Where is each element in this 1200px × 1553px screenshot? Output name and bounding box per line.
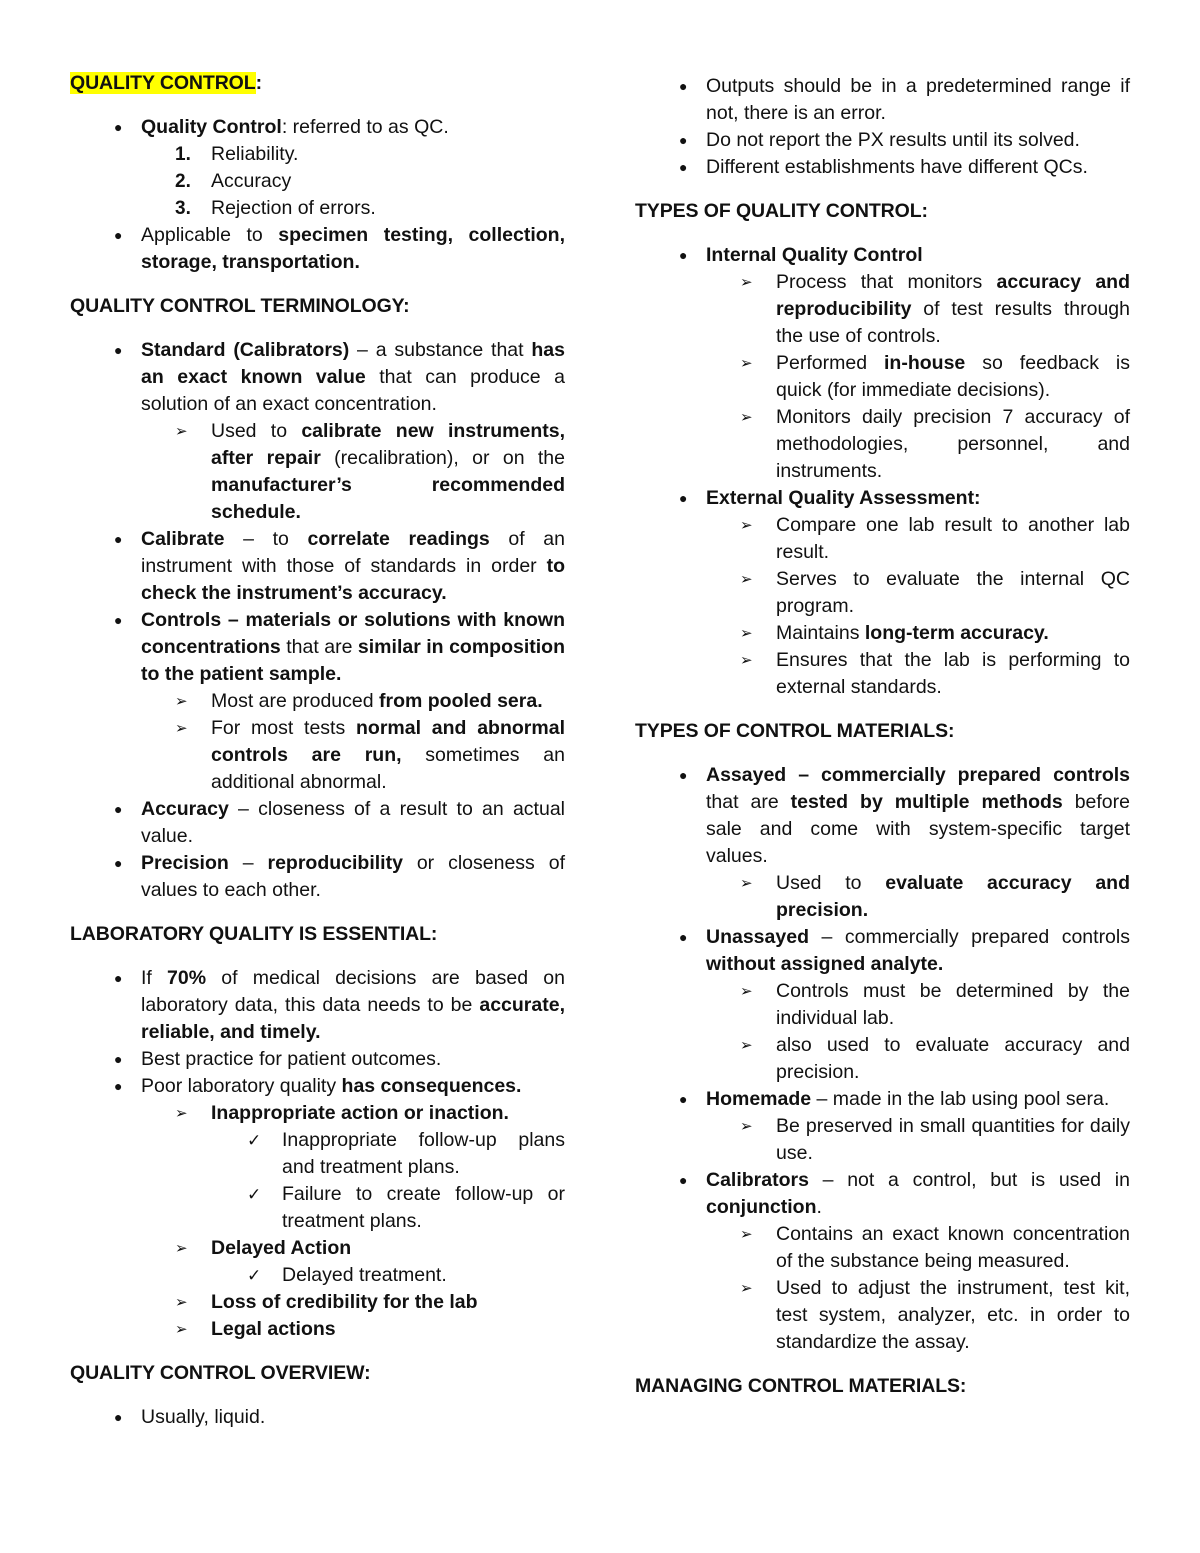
heading-overview: QUALITY CONTROL OVERVIEW: (70, 1362, 371, 1384)
types-qc-list (635, 242, 1130, 701)
heading-managing-control-materials: MANAGING CONTROL MATERIALS: (635, 1375, 967, 1397)
terminology-list (70, 337, 565, 904)
sub-item: ➢ Used to adjust the instrument, test kit, test system, analyzer, etc. in order to standardize the assay. (740, 1277, 1130, 1353)
list-item: ● Calibrators – not a control, but is used in conjunction. (679, 1169, 1130, 1218)
bullet-icon: ● (679, 929, 688, 945)
list-item: ● Precision – reproducibility or closeness of values to each other. (114, 852, 565, 901)
sub-item: ➢ Loss of credibility for the lab (70, 1289, 565, 1316)
bullet-icon: ● (114, 531, 123, 547)
list-item: ● If 70% of medical decisions are based on laboratory data, this data needs to be accurate, reliable, and timely. (114, 967, 565, 1043)
control-materials-list (635, 762, 1130, 1356)
bullet-icon: ● (679, 490, 688, 506)
bullet-icon: ● (114, 1051, 123, 1067)
arrow-icon: ➢ (175, 423, 188, 440)
arrow-icon: ➢ (175, 720, 188, 737)
arrow-icon: ➢ (740, 355, 753, 372)
arrow-icon: ➢ (740, 652, 753, 669)
bullet-icon: ● (679, 247, 688, 263)
arrow-icon: ➢ (740, 517, 753, 534)
numbered-item: 2. Accuracy (175, 170, 292, 192)
sub-item: ➢ Be preserved in small quantities for daily use. (740, 1115, 1130, 1164)
arrow-icon: ➢ (175, 1240, 188, 1257)
arrow-icon: ➢ (740, 983, 753, 1000)
arrow-icon: ➢ (740, 1280, 753, 1297)
arrow-icon: ➢ (740, 625, 753, 642)
arrow-icon: ➢ (740, 274, 753, 291)
arrow-icon: ➢ (740, 571, 753, 588)
list-item: ● Accuracy – closeness of a result to an actual value. (114, 798, 565, 847)
bullet-icon: ● (114, 1409, 123, 1425)
heading-lab-quality: LABORATORY QUALITY IS ESSENTIAL: (70, 923, 438, 945)
bullet-icon: ● (679, 1091, 688, 1107)
lab-quality-list (70, 965, 565, 1343)
arrow-icon: ➢ (175, 1105, 188, 1122)
sub-item: ➢ Monitors daily precision 7 accuracy of methodologies, personnel, and instruments. (740, 406, 1130, 482)
highlighted-heading: QUALITY CONTROL (70, 72, 256, 94)
heading-terminology: QUALITY CONTROL TERMINOLOGY: (70, 295, 410, 317)
check-item: ✓ Delayed treatment. (70, 1262, 565, 1289)
sub-item: ➢ Legal actions (70, 1316, 565, 1343)
qc-list (70, 114, 565, 276)
list-item: ● Internal Quality Control (635, 242, 1130, 269)
list-item: ● Controls – materials or solutions with known concentrations that are similar in composition to the patient sample. (114, 609, 565, 685)
bullet-icon: ● (679, 767, 688, 783)
bullet-icon: ● (114, 1078, 123, 1094)
right-column (635, 73, 1130, 1417)
bullet-icon: ● (114, 612, 123, 628)
list-item: ● Calibrate – to correlate readings of an instrument with those of standards in order to check the instrument’s accuracy. (114, 528, 565, 604)
bullet-icon: ● (679, 132, 688, 148)
heading-types-control-materials: TYPES OF CONTROL MATERIALS: (635, 720, 955, 742)
bullet-icon: ● (114, 227, 123, 243)
check-icon: ✓ (247, 1266, 262, 1285)
check-item: ✓ Failure to create follow-up or treatment plans. (247, 1183, 565, 1232)
sub-item: ➢ Serves to evaluate the internal QC program. (740, 568, 1130, 617)
sub-item: ➢ Performed in-house so feedback is quick (for immediate decisions). (740, 352, 1131, 401)
list-item: ● Homemade – made in the lab using pool sera. (635, 1086, 1130, 1113)
arrow-icon: ➢ (175, 1321, 188, 1338)
bullet-icon: ● (679, 159, 688, 175)
list-item: ● Different establishments have different QCs. (635, 154, 1130, 181)
check-icon: ✓ (247, 1131, 262, 1150)
list-item: ● Assayed – commercially prepared controls that are tested by multiple methods before sale and come with system-specific target values. (679, 764, 1130, 867)
arrow-icon: ➢ (175, 1294, 188, 1311)
arrow-icon: ➢ (175, 693, 188, 710)
bullet-icon: ● (114, 855, 123, 871)
sub-item: ➢ Maintains long-term accuracy. (635, 620, 1130, 647)
list-item: ● Do not report the PX results until its solved. (635, 127, 1130, 154)
list-item: ● Quality Control: referred to as QC. (70, 114, 565, 141)
numbered-item: 1. Reliability. (175, 143, 299, 165)
check-item: ✓ Inappropriate follow-up plans and treatment plans. (247, 1129, 565, 1178)
arrow-icon: ➢ (740, 409, 753, 426)
sub-item: ➢ Compare one lab result to another lab result. (740, 514, 1130, 563)
sub-item: ➢ Used to evaluate accuracy and precision. (740, 872, 1130, 921)
bullet-icon: ● (114, 801, 123, 817)
list-item: ● Outputs should be in a predetermined range if not, there is an error. (679, 75, 1130, 124)
bullet-icon: ● (679, 1172, 688, 1188)
bullet-icon: ● (114, 119, 123, 135)
check-icon: ✓ (247, 1185, 262, 1204)
arrow-icon: ➢ (740, 875, 753, 892)
sub-item: ➢ Process that monitors accuracy and reproducibility of test results through the use of controls. (740, 271, 1130, 347)
sub-item: ➢ Used to calibrate new instruments, after repair (recalibration), or on the manufacturer’s recommended schedule. (175, 420, 565, 523)
list-item: ● Best practice for patient outcomes. (70, 1046, 565, 1073)
sub-item: ➢ Controls must be determined by the individual lab. (740, 980, 1130, 1029)
arrow-icon: ➢ (740, 1226, 753, 1243)
list-item: ● Poor laboratory quality has consequences. (70, 1073, 565, 1100)
arrow-icon: ➢ (740, 1118, 753, 1135)
bullet-icon: ● (114, 342, 123, 358)
list-item: ● Standard (Calibrators) – a substance that has an exact known value that can produce a solution of an exact concentration. (114, 339, 565, 415)
list-item: ● Usually, liquid. (70, 1404, 565, 1431)
bullet-icon: ● (679, 78, 688, 94)
numbered-item: 3. Rejection of errors. (175, 197, 376, 219)
sub-item: ➢ also used to evaluate accuracy and precision. (740, 1034, 1130, 1083)
sub-item: ➢ Ensures that the lab is performing to external standards. (740, 649, 1130, 698)
arrow-icon: ➢ (740, 1037, 753, 1054)
heading-quality-control: QUALITY CONTROL: (70, 72, 262, 94)
list-item: ● Unassayed – commercially prepared controls without assigned analyte. (679, 926, 1130, 975)
overview-list (70, 1404, 565, 1431)
sub-item: ➢ Most are produced from pooled sera. (70, 688, 565, 715)
list-item: ● Applicable to specimen testing, collection, storage, transportation. (114, 224, 565, 273)
overview-continued-list (635, 73, 1130, 181)
bullet-icon: ● (114, 970, 123, 986)
sub-item: ➢ Delayed Action (70, 1235, 565, 1262)
sub-item: ➢ For most tests normal and abnormal controls are run, sometimes an additional abnormal. (175, 717, 565, 793)
heading-types-qc: TYPES OF QUALITY CONTROL: (635, 200, 928, 222)
list-item: ● External Quality Assessment: (635, 485, 1130, 512)
sub-item: ➢ Contains an exact known concentration of the substance being measured. (740, 1223, 1130, 1272)
left-column (70, 70, 565, 1448)
sub-item: ➢ Inappropriate action or inaction. (70, 1100, 565, 1127)
